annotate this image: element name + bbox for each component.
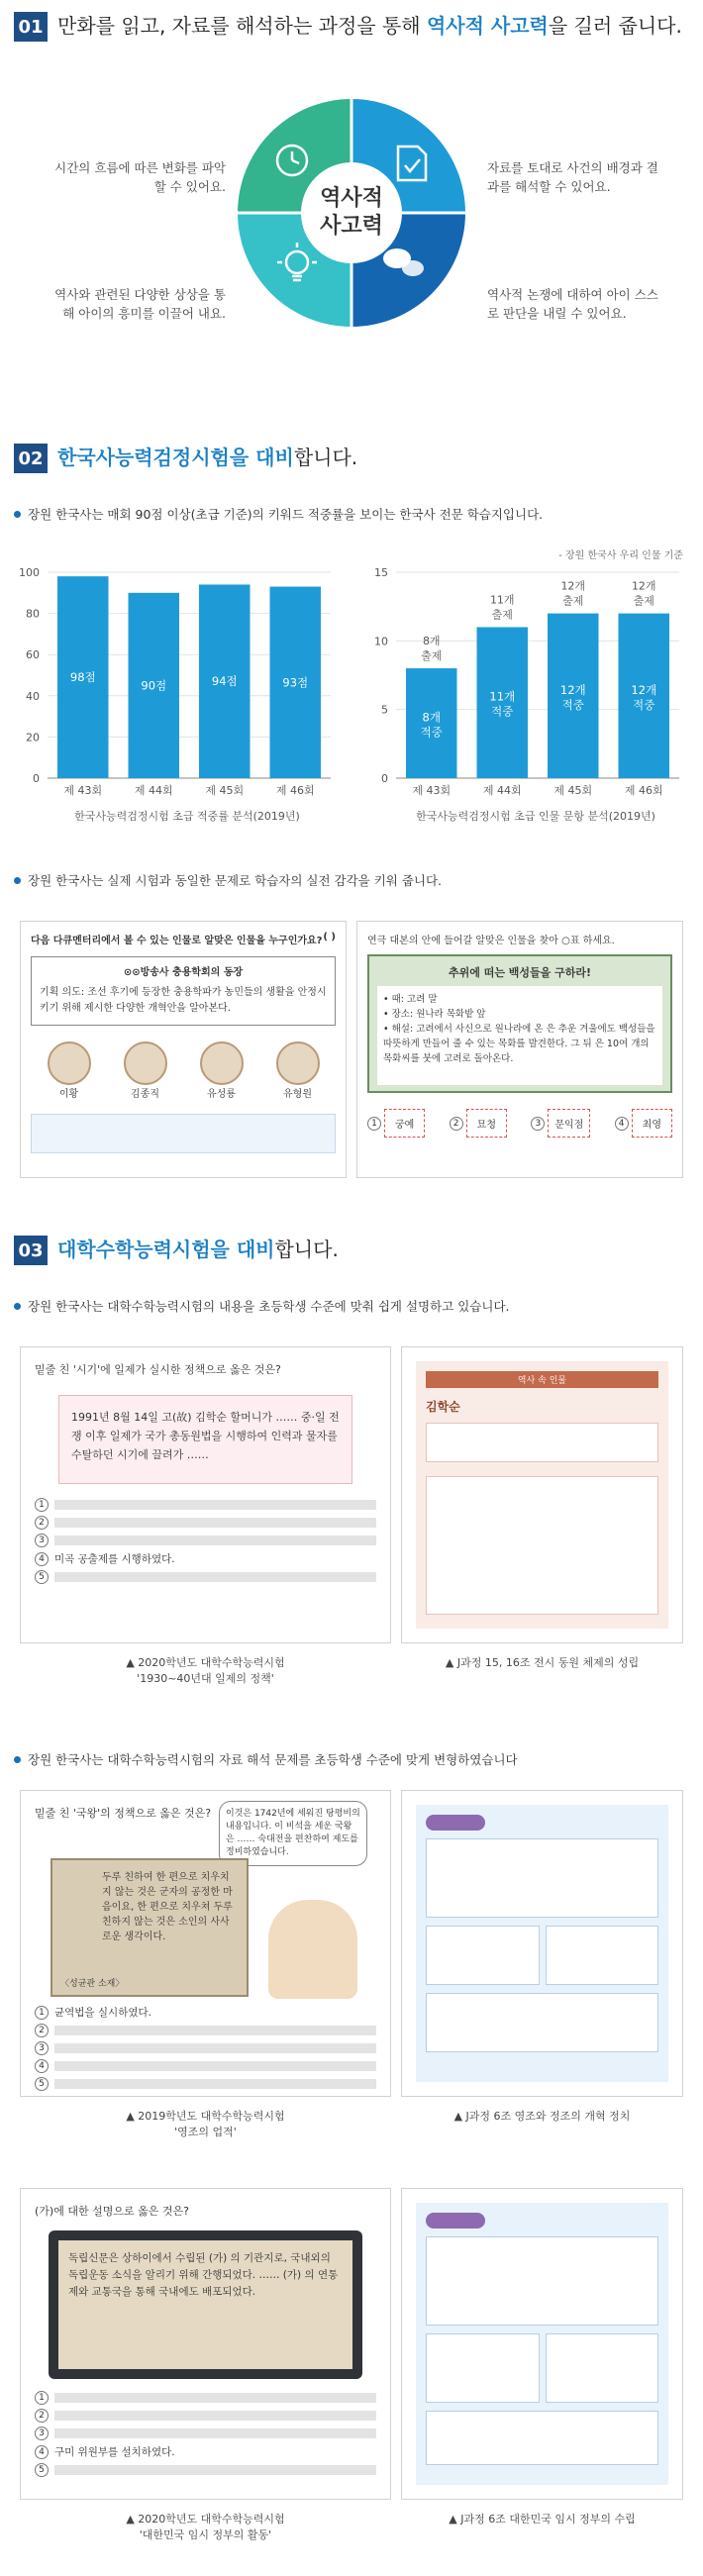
explanation-box xyxy=(31,1114,336,1153)
bar-value-label: 98점 xyxy=(69,670,96,685)
bar-value-label: 8개 적중 xyxy=(420,710,443,740)
question-text: 연극 대본의 안에 들어갈 알맞은 인물을 찾아 ○표 하세요. xyxy=(367,936,615,946)
bar-top-label: 12개 출제 xyxy=(631,579,656,608)
speech-bubble: 이것은 1742년에 세워진 탕평비의 내용입니다. 이 비석을 세운 국왕은 …… 숙대전을 편찬하여 제도를 정비하였습니다. xyxy=(219,1801,367,1866)
x-tick-label: 제 43회 xyxy=(412,784,452,797)
option-4[interactable]: 유형원 xyxy=(276,1041,320,1100)
chart-note: - 장원 한국사 우리 인물 기준 xyxy=(558,550,683,561)
option-1[interactable]: 1 궁예 xyxy=(367,1109,425,1138)
option-3[interactable]: 3 문익점 xyxy=(531,1109,590,1138)
bar-top-label: 8개 출제 xyxy=(421,635,443,663)
quadrant-text-top-left: 시간의 흐름에 따른 변화를 파악할 수 있어요. xyxy=(54,160,226,194)
bar-value-label: 93점 xyxy=(282,675,309,690)
section-number: 02 xyxy=(14,444,48,473)
option-2[interactable]: 2 묘청 xyxy=(450,1109,507,1138)
section-number: 03 xyxy=(14,1236,48,1265)
bar-top-label: 12개 출제 xyxy=(560,579,586,608)
practice-question-right xyxy=(356,921,683,1178)
bar-value-label: 90점 xyxy=(141,678,167,693)
y-tick-label: 0 xyxy=(33,772,40,785)
caption-box6: ▲ J과정 6조 대한민국 임시 정부의 수립 xyxy=(449,2513,636,2526)
bar-value-label: 12개 적중 xyxy=(559,682,586,712)
bullet-easy-explain: 장원 한국사는 대학수학능력시험의 내용을 초등학생 수준에 맞춰 쉽게 설명하고 있습니다. xyxy=(14,1297,510,1315)
tv-screen: 독립신문은 상하이에서 수립된 (가) 의 기관지로, 국내외의 독립운동 소식을 알리기 위해 간행되었다. …… (가) 의 연통제와 교통국을 통해 국내에도 배포되었다. xyxy=(49,2230,362,2379)
option-4[interactable]: 4 최영 xyxy=(615,1109,672,1138)
textbook-page-yeongjo xyxy=(401,1790,683,2097)
y-tick-label: 80 xyxy=(26,607,40,621)
accuracy-chart xyxy=(14,562,341,830)
chart-caption: 한국사능력검정시험 초급 적중률 분석(2019년) xyxy=(74,810,300,823)
person-portrait-icon xyxy=(48,1041,91,1085)
x-tick-label: 제 45회 xyxy=(205,784,245,797)
section-number: 01 xyxy=(14,12,48,42)
person-portrait-icon xyxy=(124,1041,167,1085)
quadrant-text-bottom-right: 역사적 논쟁에 대하여 아이 스스로 판단을 내릴 수 있어요. xyxy=(487,287,658,321)
stone-monument: 두루 친하여 한 편으로 치우치지 않는 것은 군자의 공정한 마음이요, 한 편으로 치우쳐 두루 친하지 않는 것은 소인의 사사로운 생각이다. 〈성균관 소재〉 xyxy=(50,1858,249,1997)
thinking-diagram xyxy=(238,99,465,327)
section-title: 만화를 읽고, 자료를 해석하는 과정을 통해 역사적 사고력을 길러 줍니다. xyxy=(57,14,682,38)
textbook-page-person: 역사 속 인물 김학순 xyxy=(401,1346,683,1643)
bullet-data-interpret: 장원 한국사는 대학수학능력시험의 자료 해석 문제를 초등학생 수준에 맞게 변형하였습니다 xyxy=(14,1750,518,1768)
teacher-character-icon xyxy=(268,1900,357,1999)
bar-top-label: 11개 출제 xyxy=(489,593,515,622)
option-1[interactable]: 이황 xyxy=(48,1041,91,1100)
y-tick-label: 0 xyxy=(381,772,388,785)
chart-caption: 한국사능력검정시험 초급 인물 문항 분석(2019년) xyxy=(416,810,655,823)
x-tick-label: 제 46회 xyxy=(624,784,663,797)
option-2[interactable]: 김종직 xyxy=(124,1041,167,1100)
textbook-page-provisional-gov xyxy=(401,2188,683,2500)
section-02-header xyxy=(14,444,687,473)
caption-box2: ▲ J과정 15, 16조 전시 동원 체제의 성립 xyxy=(445,1656,640,1669)
y-tick-label: 5 xyxy=(381,703,388,717)
person-question-chart xyxy=(362,562,689,830)
bar-value-label: 11개 적중 xyxy=(489,689,516,719)
bullet-practice: 장원 한국사는 실제 시험과 동일한 문제로 학습자의 실전 감각을 키워 줍니다. xyxy=(14,871,442,889)
practice-question-left: 다음 다큐멘터리에서 볼 수 있는 인물로 알맞은 인물을 누구인가요? ( ) ⊙⊙방송사 충용학회의 동장 기획 의도: 조선 후기에 등장한 충용학파가 농민들의 생활을 안정시키기 위해 제시한 다양한 개혁안을 알아본다. 이황 김종직 유성룡 유형원 xyxy=(20,921,347,1178)
x-tick-label: 제 43회 xyxy=(63,784,103,797)
x-tick-label: 제 44회 xyxy=(134,784,173,797)
exam-question-provisional-gov: (가)에 대한 설명으로 옳은 것은? 독립신문은 상하이에서 수립된 (가) 의 기관지로, 국내외의 독립운동 소식을 알리기 위해 간행되었다. …… (가) 의 연통제와 교통국을 통해 국내에도 배포되었다. 1 2 3 4 구미 위원부를 설치하였다. 5 xyxy=(20,2188,391,2500)
caption-box5: ▲ 2020학년도 대학수학능력시험 '대한민국 임시 정부의 활동' xyxy=(126,2513,285,2541)
bar-value-label: 12개 적중 xyxy=(631,682,657,712)
y-tick-label: 60 xyxy=(26,648,40,662)
y-tick-label: 100 xyxy=(19,566,40,579)
person-portrait-icon xyxy=(200,1041,244,1085)
caption-box3: ▲ 2019학년도 대학수학능력시험 '영조의 업적' xyxy=(126,2110,285,2138)
y-tick-label: 15 xyxy=(374,566,388,579)
x-tick-label: 제 45회 xyxy=(553,784,593,797)
y-tick-label: 40 xyxy=(26,689,40,703)
section-01-header xyxy=(14,12,687,42)
y-tick-label: 20 xyxy=(26,731,40,744)
center-title: 역사적 사고력 xyxy=(301,162,402,263)
quadrant-text-top-right: 자료를 토대로 사건의 배경과 결과를 해석할 수 있어요. xyxy=(487,160,658,194)
section-03-header xyxy=(14,1236,687,1265)
x-tick-label: 제 46회 xyxy=(275,784,315,797)
x-tick-label: 제 44회 xyxy=(482,784,522,797)
y-tick-label: 10 xyxy=(374,635,388,648)
script-board: 추위에 떠는 백성들을 구하라! • 때: 고려 말 • 장소: 원나라 목화밭 앞 • 해설: 고려에서 사신으로 원나라에 온 은 추운 겨울에도 백성들을 따뜻하게 만들어 줄 수 있는 목화를 발견한다. 그 뒤 은 10여 개의 목화씨를 붓에 고려로 돌아온다. xyxy=(367,954,672,1093)
exam-question-yeongjo: 밑줄 친 '국왕'의 정책으로 옳은 것은? 이것은 1742년에 세워진 탕평비의 내용입니다. 이 비석을 세운 국왕은 …… 숙대전을 편찬하여 제도를 정비하였습니다. 두루 친하여 한 편으로 치우치지 않는 것은 군자의 공정한 마음이요, 한 편으로 치우쳐 두루 친하지 않는 것은 소인의 사사로운 생각이다. 〈성균관 소재〉 1 균역법을 실시하였다. 2 3 4 5 xyxy=(20,1790,391,2097)
quadrant-text-bottom-left: 역사와 관련된 다양한 상상을 통해 아이의 흥미를 이끌어 내요. xyxy=(54,287,226,321)
exam-question-1930s: 밑줄 친 '시기'에 일제가 실시한 정책으로 옳은 것은? 1991년 8월 14일 고(故) 김학순 할머니가 …… 중·일 전쟁 이후 일제가 국가 총동원법을 시행하여 인력과 물자를 수탈하던 시기에 끌려가 …… 1 2 3 4 미곡 공출제를 시행하였다. 5 xyxy=(20,1346,391,1643)
question-text: 다음 다큐멘터리에서 볼 수 있는 인물로 알맞은 인물을 누구인가요? xyxy=(31,936,323,946)
bar-value-label: 94점 xyxy=(211,674,238,689)
person-portrait-icon xyxy=(276,1041,320,1085)
caption-box1: ▲ 2020학년도 대학수학능력시험 '1930~40년대 일제의 정책' xyxy=(126,1656,285,1685)
section-title: 대학수학능력시험을 대비합니다. xyxy=(57,1238,339,1261)
caption-box4: ▲ J과정 6조 영조와 정조의 개혁 정치 xyxy=(453,2110,631,2123)
section-title: 한국사능력검정시험을 대비합니다. xyxy=(57,446,358,469)
bullet-accuracy: 장원 한국사는 매회 90점 이상(초급 기준)의 키워드 적중률을 보이는 한국사 전문 학습지입니다. xyxy=(14,505,543,523)
option-3[interactable]: 유성룡 xyxy=(200,1041,244,1100)
